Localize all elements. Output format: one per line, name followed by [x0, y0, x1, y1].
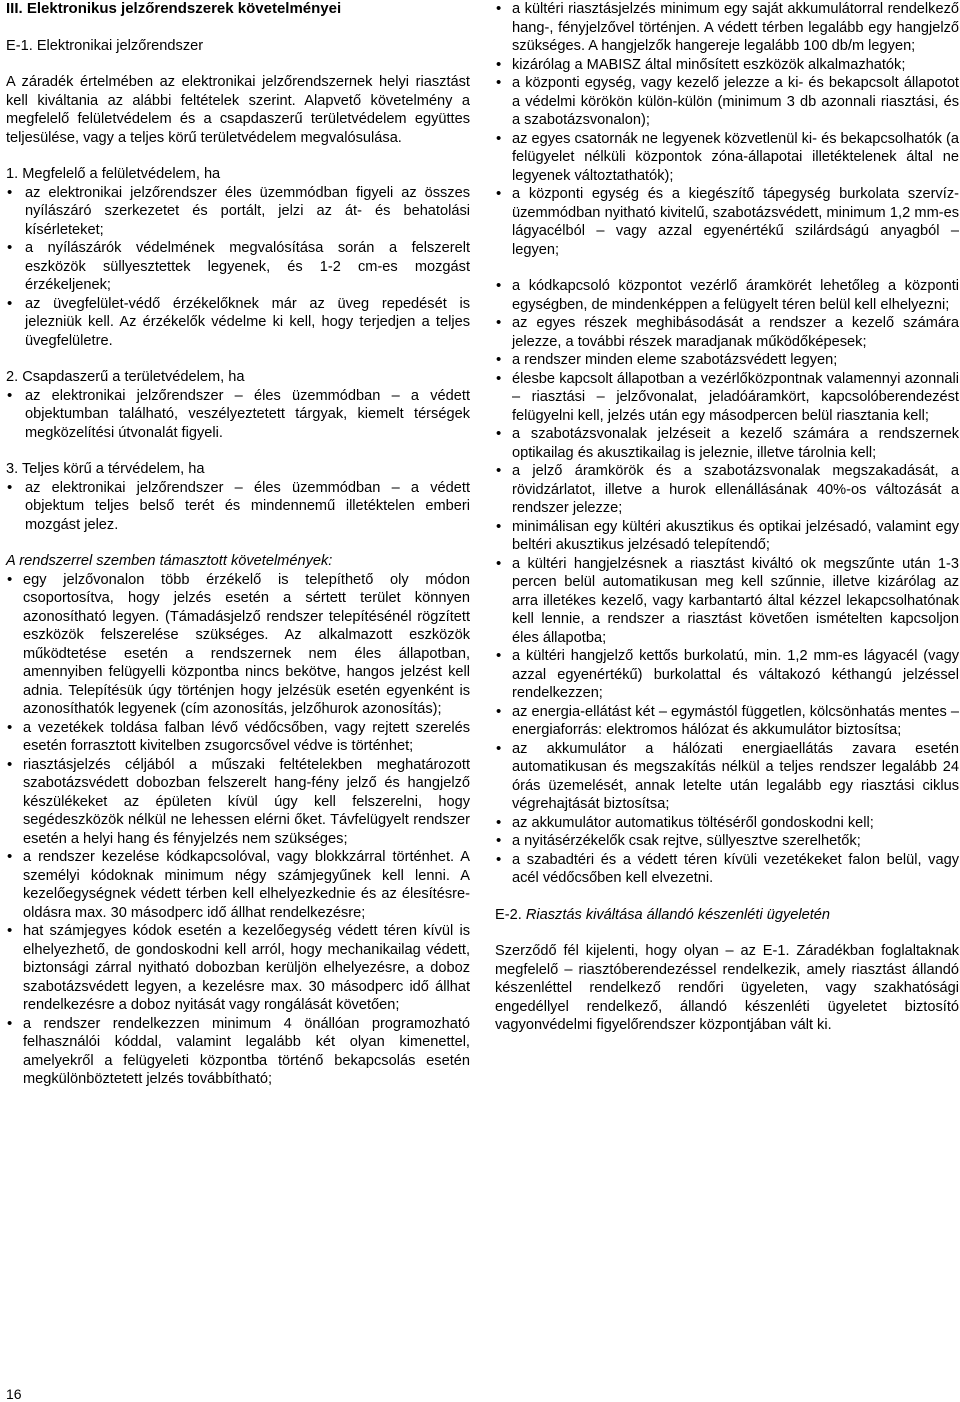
- list-item: • a kültéri riasztásjelzés minimum egy saját akkumulátorral rendelkező hang-, fényjelzővel történjen. A védett térben legalább egy hangjelző szükséges. A hangjelzők hangereje legalább 100 db/m legyen;: [495, 0, 959, 56]
- left-column: [6, 0, 470, 1089]
- list-item: • az elektronikai jelzőrendszer – éles üzemmódban – a védett objektumban található, veszélyeztetett tárgyak, kiemelt térségek megközelítési útvonalát figyeli.: [6, 387, 470, 443]
- section-heading: III. Elektronikus jelzőrendszerek követelményei: [6, 0, 342, 17]
- list-item: • az akkumulátor automatikus töltéséről gondoskodni kell;: [495, 814, 959, 833]
- list-item: • a rendszer kezelése kódkapcsolóval, vagy blokkzárral történhet. A személyi kódoknak minimum négy számjegyűnek kell lenni. A kezelőegységnek védett térben kell elhelyezkednie és az élesítésre-oldásra max. 30 másodperc idő állhat rendelkezésre;: [6, 848, 470, 922]
- e2-paragraph: Szerződő fél kijelenti, hogy olyan – az E-1. Záradékban foglaltaknak megfelelő – riasztóberendezéssel rendelkezik, amely riasztást állandó készenléttel rendelkező rendőri ügyeleten, vagy szakhatósági engedéllyel rendelkező, állandó készenléti ügyeletet biztosító vagyonvédelmi figyelőrendszer központjában vált ki.: [495, 943, 959, 1033]
- subsection-2-title: 2. Csapdaszerű a területvédelem, ha: [6, 369, 245, 385]
- e2-prefix: E-2.: [495, 906, 522, 923]
- list-item: • a szabotázsvonalak jelzéseit a kezelő számára a rendszernek optikailag és akusztikailag is jeleznie, illetve tárolnia kell;: [495, 425, 959, 462]
- list-item: • az üvegfelület-védő érzékelőknek már az üveg repedését is jelezniük kell. Az érzékelők védelme ki kell, hogy terjedjen a teljes üvegfelületre.: [6, 295, 470, 351]
- list-item: • a központi egység, vagy kezelő jelezze a ki- és bekapcsolt állapotot a védelmi körökön külön-külön (minimum 3 db azonnali riasztási, és a szabotázsvonalon);: [495, 74, 959, 130]
- requirements-list-continued-b: [495, 277, 959, 888]
- list-item: • a kültéri hangjelző kettős burkolatú, min. 1,2 mm-es lágyacél (vagy azzal egyenértékű) burkolattal és váltakozó kéthangú jelzéssel rendelkezzen;: [495, 647, 959, 703]
- right-column: [495, 0, 959, 1035]
- requirements-list: [6, 571, 470, 1089]
- list-item: • az elektronikai jelzőrendszer – éles üzemmódban – a védett objektum teljes belső terét és mindennemű illetéktelen emberi mozgást jelez.: [6, 479, 470, 535]
- list-item: • a rendszer minden eleme szabotázsvédett legyen;: [495, 351, 959, 370]
- list-item: • élesbe kapcsolt állapotban a vezérlőközpontnak valamennyi azonnali – riasztási – jelzővonalat, jeladóáramkört, kapcsolóberendezést felügyelni kell, jelzés után egy másodpercen belül riasztania kell;: [495, 370, 959, 426]
- list-item: • kizárólag a MABISZ által minősített eszközök alkalmazhatók;: [495, 56, 959, 75]
- list-item: • riasztásjelzés céljából a műszaki feltételekben meghatározott szabotázsvédett dobozban felszerelt hang-fény jelző és hangjelző készülékeket az épületen kívül úgy kell felszerelni, hogy segédeszközök nélkül ne lehessen elérni őket. Távfelügyelt rendszer esetén a helyi hang és fényjelzés nem szükséges;: [6, 756, 470, 849]
- list-item: • a szabadtéri és a védett téren kívüli vezetékeket falon belül, vagy acél védőcsőben kell elvezetni.: [495, 851, 959, 888]
- subsection-1-title: 1. Megfelelő a felületvédelem, ha: [6, 166, 221, 182]
- subsection-3-title: 3. Teljes körű a térvédelem, ha: [6, 461, 205, 477]
- list-item: • a kódkapcsoló központot vezérlő áramkörét lehetőleg a központi egységben, de mindenképpen a felügyelt téren belül kell elhelyezni;: [495, 277, 959, 314]
- list-item: • a kültéri hangjelzésnek a riasztást kiváltó ok megszűnte után 1-3 percen belül automatikusan meg kell szűnnie, illetve kizárólag az arra illetékes kezelő, vagy karbantartó által kézzel lekapcsolhatónak kell lennie, a rendszer a riasztást követően ismételten kapcsoljon éles állapotba;: [495, 555, 959, 648]
- list-item: • az egyes részek meghibásodását a rendszer a kezelő számára jelezze, a további részek maradjanak működőképesek;: [495, 314, 959, 351]
- list-item: • a jelző áramkörök és a szabotázsvonalak megszakadását, a rövidzárlatot, illetve a hurok ellenállásának 40%-os változását a rendszer jelezze;: [495, 462, 959, 518]
- list-item: • a rendszer rendelkezzen minimum 4 önállóan programozható felhasználói kóddal, valamint legalább két olyan kimenettel, amelyekről a felügyeleti központba történő bekapcsolás esetén megkülönböztetett jelzés továbbítható;: [6, 1015, 470, 1089]
- intro-paragraph: A záradék értelmében az elektronikai jelzőrendszernek helyi riasztást kell kiváltania az alábbi feltételek szerint. Alapvető követelmény a megfelelő felületvédelem és a csapdaszerű területvédelem együttes teljesülése, vagy a teljes körű területvédelem megvalósulása.: [6, 74, 470, 146]
- list-item: • a központi egység és a kiegészítő tápegység burkolata szervíz-üzemmódban nyitható kivitelű, szabotázsvédett, minimum 1,2 mm-es lágyacélból – vagy azzal egyenértékű szilárdságú anyagból – legyen;: [495, 185, 959, 259]
- subsection-1-list: [6, 184, 470, 351]
- e1-title: E-1. Elektronikai jelzőrendszer: [6, 37, 204, 54]
- list-item: • a nyílászárók védelmének megvalósítása során a felszerelt eszközök süllyesztettek legyenek, és 1-2 cm-es mozgást érzékeljenek;: [6, 239, 470, 295]
- list-item: • egy jelzővonalon több érzékelő is telepíthető oly módon csoportosítva, hogy jelzés esetén a sértett terület könnyen azonosítható legyen. (Támadásjelző rendszer telepítésénél rögzített eszközök felszerelése szükséges. Az alkalmazott eszközök működtetése esetén a rendszernek nem éles állapotban, amennyiben felügyelli központba nincs bekötve, hangos jelzést kell adnia. Telepítésük úgy történjen hogy jelzésük esetén egyenként is azonosíthatók legyenek (cím azonosítás, jelzőhurok azonosítás);: [6, 571, 470, 719]
- list-item: • az akkumulátor a hálózati energiaellátás zavara esetén automatikusan és megszakítás nélkül a teljes rendszer legalább 24 órás üzemelését, annak letelte után legalább egy riasztási ciklus végrehajtását biztosítsa;: [495, 740, 959, 814]
- list-item: • a nyitásérzékelők csak rejtve, süllyesztve szerelhetők;: [495, 832, 959, 851]
- e2-heading: [495, 906, 959, 925]
- list-item: • az elektronikai jelzőrendszer éles üzemmódban figyeli az összes nyílászáró szerkezetet és portált, jelzi az át- és behatolási kísérleteket;: [6, 184, 470, 240]
- requirements-title: A rendszerrel szemben támasztott követelmények:: [6, 553, 333, 569]
- list-item: • minimálisan egy kültéri akusztikus és optikai jelzésadó, valamint egy beltéri akusztikus jelzésadó telepítendő;: [495, 518, 959, 555]
- subsection-2-list: [6, 387, 470, 443]
- page-number: 16: [6, 1386, 22, 1402]
- list-item: • hat számjegyes kódok esetén a kezelőegység védett téren kívül is elhelyezhető, de gondoskodni kell arról, hogy mechanikailag védett, biztonsági zárral nyitható dobozban kerüljön elhelyezésre, a doboz szabotázsvédett legyen, a kezelésre max. 30 másodperc idő állhat rendelkezésre a doboz nyitását vagy rongálását követően;: [6, 922, 470, 1015]
- list-item: • a vezetékek toldása falban lévő védőcsőben, vagy rejtett szerelés esetén forrasztott kivitelben zsugorcsővel védve is történhet;: [6, 719, 470, 756]
- requirements-list-continued-a: [495, 0, 959, 259]
- list-item: • az egyes csatornák ne legyenek közvetlenül ki- és bekapcsolhatók (a felügyelet nélküli központok zóna-állapotai illetéktelenek által ne legyenek változtathatók);: [495, 130, 959, 186]
- subsection-3-list: [6, 479, 470, 535]
- list-item: • az energia-ellátást két – egymástól független, kölcsönhatás mentes – energiaforrás: elektromos hálózat és akkumulátor biztosítsa;: [495, 703, 959, 740]
- e2-title: Riasztás kiváltása állandó készenléti ügyeletén: [525, 906, 831, 923]
